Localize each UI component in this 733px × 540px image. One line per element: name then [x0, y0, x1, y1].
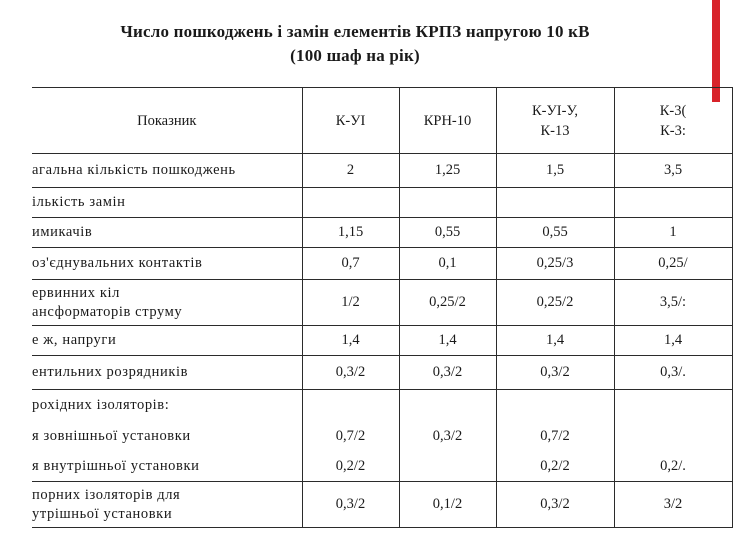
cell-value	[614, 422, 732, 452]
cell-value	[614, 390, 732, 422]
header-col3-line2: К-13	[540, 122, 570, 139]
table-row	[32, 356, 732, 390]
row-label: я зовнішньої установки	[32, 422, 302, 452]
cell-value	[302, 390, 399, 422]
cell-value: 0,3/2	[496, 356, 614, 390]
header-indicator: Показник	[32, 88, 302, 154]
cell-value: 1,4	[496, 326, 614, 356]
cell-value: 0,25/3	[496, 248, 614, 280]
cell-value	[496, 390, 614, 422]
cell-value: 0,2/2	[496, 452, 614, 482]
cell-value: 1/2	[302, 280, 399, 326]
table-container	[32, 87, 688, 529]
cell-value	[614, 188, 732, 218]
table-row	[32, 218, 732, 248]
cell-value: 0,7/2	[496, 422, 614, 452]
header-col3	[496, 88, 614, 154]
title-line-2: (100 шаф на рік)	[290, 46, 420, 65]
cell-value: 0,7	[302, 248, 399, 280]
cell-value: 1,4	[302, 326, 399, 356]
table-row	[32, 452, 732, 482]
header-col3-line1: К-УІ-У,	[532, 102, 578, 119]
header-col4	[614, 88, 732, 154]
cell-value: 0,3/2	[302, 356, 399, 390]
header-col2: КРН-10	[399, 88, 496, 154]
table-row	[32, 188, 732, 218]
table-row	[32, 482, 732, 528]
header-col4-line1: К-3(	[659, 102, 687, 119]
cell-value: 0,1	[399, 248, 496, 280]
row-label-line2: ансформаторів струму	[32, 303, 183, 320]
cell-value: 1,25	[399, 154, 496, 188]
table-row	[32, 326, 732, 356]
cell-value: 0,3/.	[614, 356, 732, 390]
cell-value: 0,25/	[614, 248, 732, 280]
table-row	[32, 422, 732, 452]
row-label: агальна кількість пошкоджень	[32, 154, 302, 188]
row-label: ентильних розрядників	[32, 356, 302, 390]
row-label: рохідних ізоляторів:	[32, 390, 302, 422]
damage-table	[32, 87, 733, 528]
cell-value: 0,2/2	[302, 452, 399, 482]
row-label	[32, 482, 302, 528]
cell-value: 0,2/.	[614, 452, 732, 482]
row-label-line1: порних ізоляторів для	[32, 486, 181, 503]
row-label	[32, 280, 302, 326]
cell-value	[399, 390, 496, 422]
cell-value: 0,3/2	[399, 356, 496, 390]
cell-value	[302, 188, 399, 218]
row-label-line2: утрішньої установки	[32, 505, 173, 522]
table-row	[32, 154, 732, 188]
title-line-1: Число пошкоджень і замін елементів КРПЗ напругою 10 кВ	[120, 22, 590, 41]
cell-value: 3,5	[614, 154, 732, 188]
cell-value	[496, 188, 614, 218]
row-label: имикачів	[32, 218, 302, 248]
cell-value: 0,55	[399, 218, 496, 248]
cell-value: 0,55	[496, 218, 614, 248]
cell-value: 1,4	[614, 326, 732, 356]
cell-value: 0,1/2	[399, 482, 496, 528]
row-label: оз'єднувальних контактів	[32, 248, 302, 280]
cell-value	[399, 452, 496, 482]
cell-value: 3/2	[614, 482, 732, 528]
cell-value	[399, 188, 496, 218]
header-col1: К-УІ	[302, 88, 399, 154]
row-label: ількість замін	[32, 188, 302, 218]
cell-value: 3,5/:	[614, 280, 732, 326]
header-col4-line2: К-3:	[660, 122, 686, 139]
document-title	[40, 20, 670, 68]
table-row	[32, 280, 732, 326]
cell-value: 0,3/2	[302, 482, 399, 528]
cell-value: 1,5	[496, 154, 614, 188]
cell-value: 1	[614, 218, 732, 248]
table-row	[32, 248, 732, 280]
cell-value: 0,3/2	[399, 422, 496, 452]
cell-value: 1,4	[399, 326, 496, 356]
cell-value: 0,25/2	[399, 280, 496, 326]
cell-value: 1,15	[302, 218, 399, 248]
cell-value: 0,25/2	[496, 280, 614, 326]
header-row	[32, 88, 732, 154]
cell-value: 0,3/2	[496, 482, 614, 528]
cell-value: 0,7/2	[302, 422, 399, 452]
row-label: е ж, напруги	[32, 326, 302, 356]
row-label: я внутрішньої установки	[32, 452, 302, 482]
table-row	[32, 390, 732, 422]
cell-value: 2	[302, 154, 399, 188]
row-label-line1: ервинних кіл	[32, 284, 120, 301]
